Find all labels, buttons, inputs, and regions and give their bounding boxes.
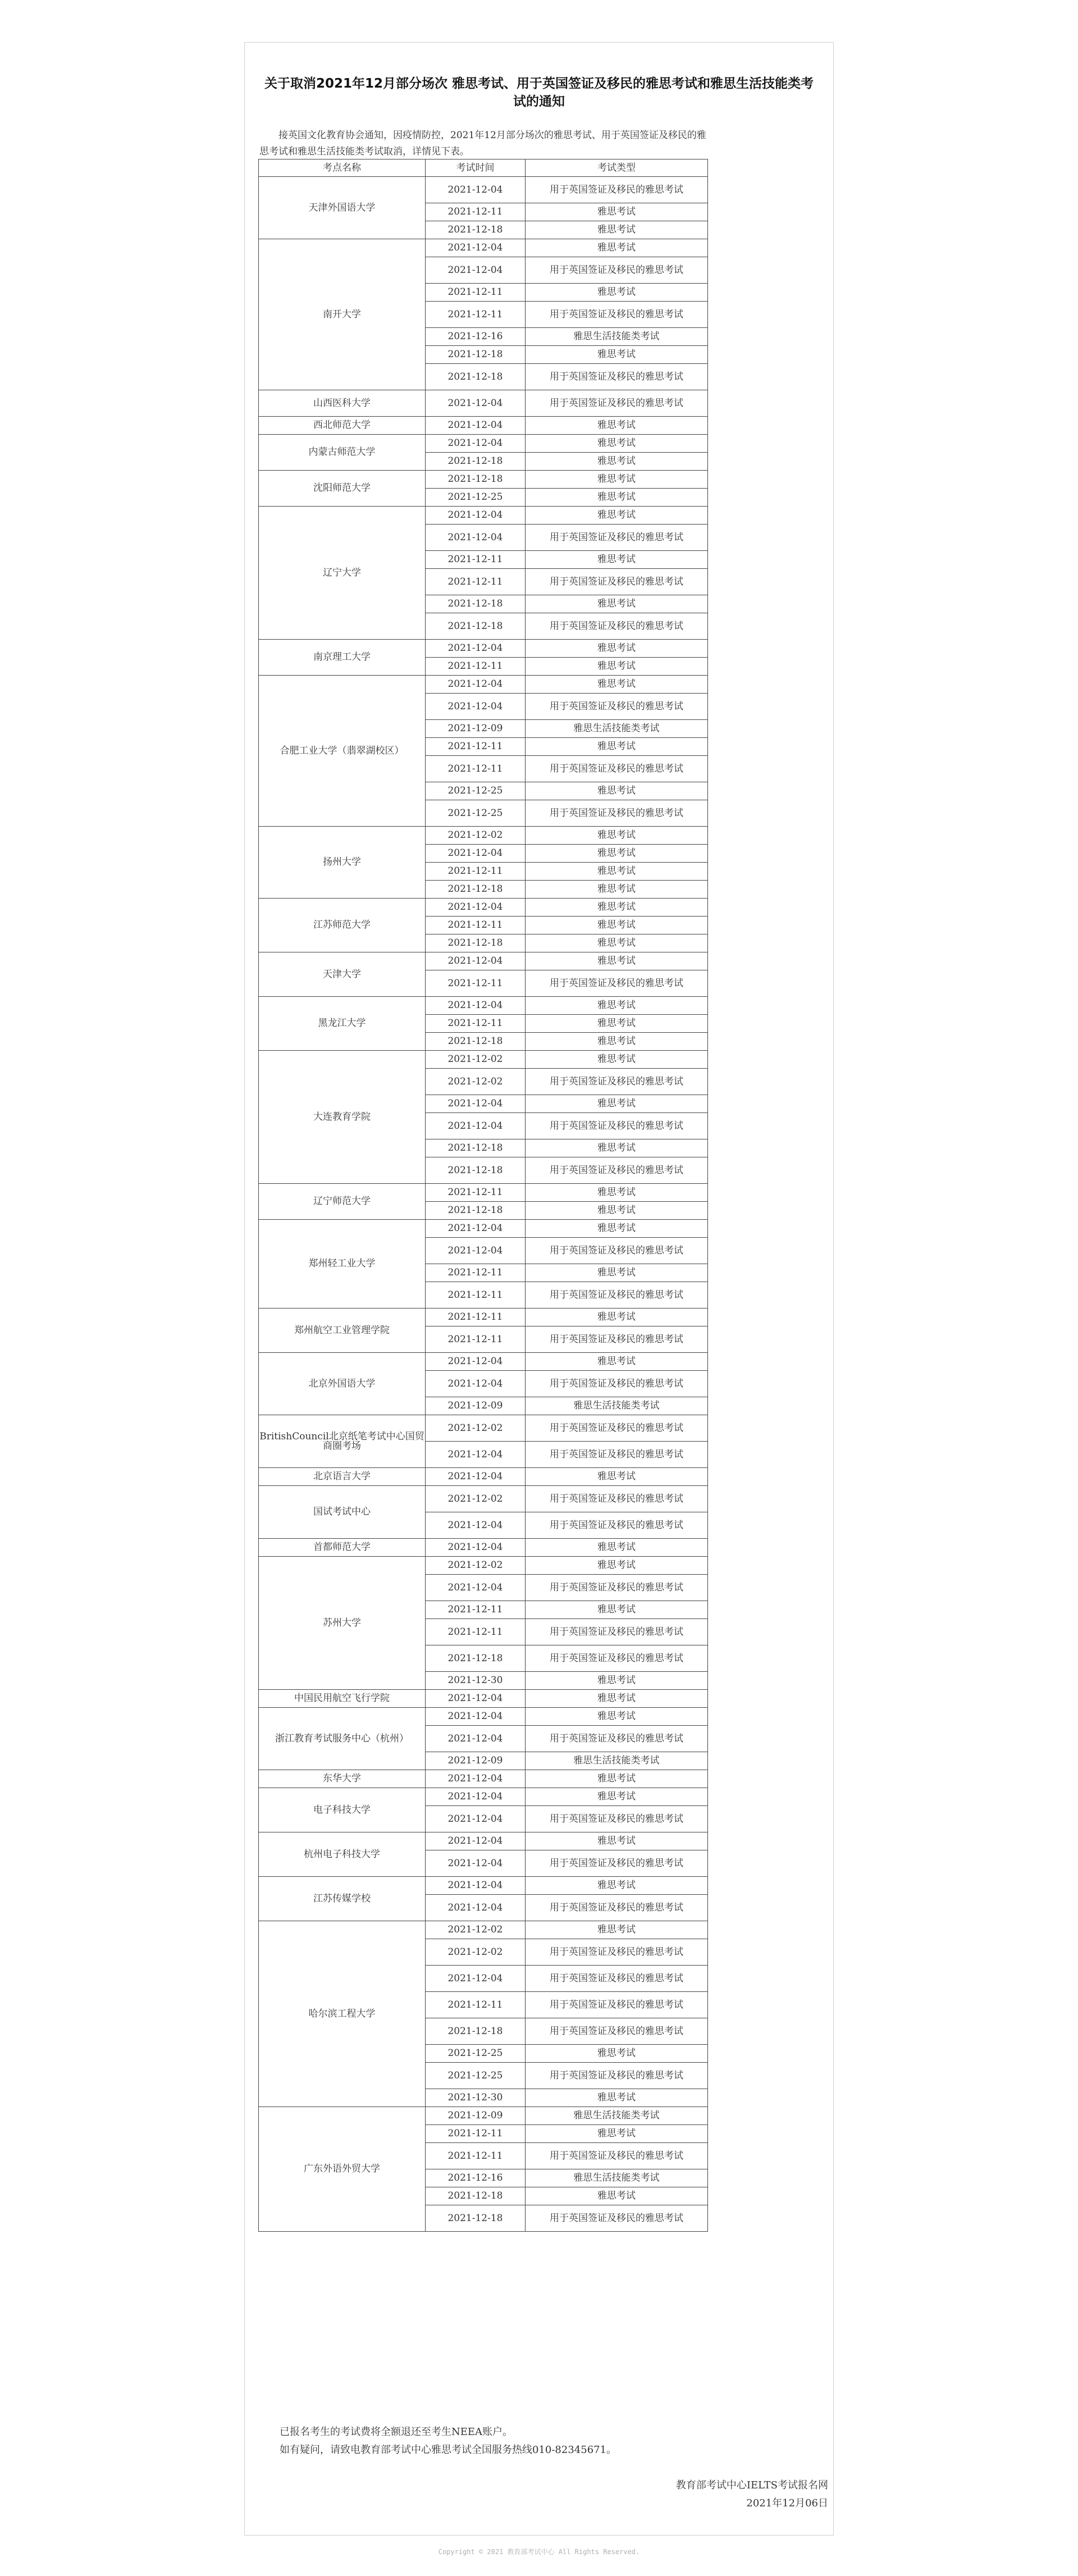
table-row <box>259 1708 708 1726</box>
exam-date: 2021-12-02 <box>426 1557 526 1575</box>
issuer: 教育部考试中心IELTS考试报名网 <box>675 2479 828 2491</box>
exam-type: 雅思考试 <box>526 2187 708 2205</box>
exam-type: 雅思考试 <box>526 346 708 364</box>
exam-type: 用于英国签证及移民的雅思考试 <box>526 302 708 328</box>
table-row <box>259 1539 708 1557</box>
exam-date: 2021-12-04 <box>426 1966 526 1992</box>
exam-date: 2021-12-11 <box>426 863 526 881</box>
exam-type: 雅思考试 <box>526 1202 708 1220</box>
exam-type: 雅思考试 <box>526 453 708 471</box>
exam-date: 2021-12-18 <box>426 2187 526 2205</box>
exam-date: 2021-12-18 <box>426 364 526 390</box>
exam-type: 雅思考试 <box>526 1539 708 1557</box>
exam-date: 2021-12-04 <box>426 435 526 453</box>
exam-date: 2021-12-04 <box>426 417 526 435</box>
exam-type: 雅思考试 <box>526 1557 708 1575</box>
exam-type: 用于英国签证及移民的雅思考试 <box>526 970 708 997</box>
table-header-row <box>259 159 708 177</box>
exam-type: 用于英国签证及移民的雅思考试 <box>526 1282 708 1308</box>
site-name: 哈尔滨工程大学 <box>259 1921 426 2107</box>
notice-title: 关于取消2021年12月部分场次 雅思考试、用于英国签证及移民的雅思考试和雅思生活技能类考试的通知 <box>264 76 814 110</box>
exam-type: 用于英国签证及移民的雅思考试 <box>526 1415 708 1442</box>
exam-date: 2021-12-04 <box>426 1726 526 1752</box>
exam-type: 雅思考试 <box>526 845 708 863</box>
exam-type: 雅思考试 <box>526 1708 708 1726</box>
exam-type: 用于英国签证及移民的雅思考试 <box>526 1992 708 2018</box>
site-name: 广东外语外贸大学 <box>259 2107 426 2232</box>
exam-date: 2021-12-04 <box>426 257 526 284</box>
exam-type: 用于英国签证及移民的雅思考试 <box>526 1619 708 1645</box>
table-row <box>259 1770 708 1788</box>
site-name: 北京语言大学 <box>259 1468 426 1486</box>
exam-type: 用于英国签证及移民的雅思考试 <box>526 1326 708 1353</box>
site-name: 合肥工业大学（翡翠湖校区） <box>259 676 426 827</box>
exam-date: 2021-12-18 <box>426 881 526 899</box>
exam-date: 2021-12-02 <box>426 1415 526 1442</box>
exam-type: 用于英国签证及移民的雅思考试 <box>526 2018 708 2045</box>
exam-type: 雅思考试 <box>526 1788 708 1806</box>
exam-date: 2021-12-11 <box>426 1308 526 1326</box>
exam-date: 2021-12-18 <box>426 1157 526 1184</box>
table-row <box>259 177 708 203</box>
exam-date: 2021-12-04 <box>426 899 526 917</box>
exam-date: 2021-12-04 <box>426 952 526 970</box>
exam-type: 用于英国签证及移民的雅思考试 <box>526 1966 708 1992</box>
exam-date: 2021-12-11 <box>426 1992 526 2018</box>
exam-date: 2021-12-04 <box>426 1788 526 1806</box>
exam-date: 2021-12-04 <box>426 676 526 694</box>
exam-date: 2021-12-04 <box>426 1220 526 1238</box>
exam-type: 用于英国签证及移民的雅思考试 <box>526 257 708 284</box>
exam-type: 用于英国签证及移民的雅思考试 <box>526 1806 708 1832</box>
exam-date: 2021-12-18 <box>426 595 526 613</box>
exam-date: 2021-12-11 <box>426 738 526 756</box>
exam-type: 雅思考试 <box>526 658 708 676</box>
exam-date: 2021-12-04 <box>426 1113 526 1139</box>
exam-type: 用于英国签证及移民的雅思考试 <box>526 2143 708 2169</box>
exam-date: 2021-12-04 <box>426 694 526 720</box>
site-name: 南京理工大学 <box>259 640 426 676</box>
exam-date: 2021-12-04 <box>426 1877 526 1895</box>
exam-date: 2021-12-11 <box>426 917 526 934</box>
exam-date: 2021-12-04 <box>426 1371 526 1397</box>
site-name: 天津大学 <box>259 952 426 997</box>
exam-type: 雅思考试 <box>526 507 708 525</box>
exam-type: 雅思考试 <box>526 203 708 221</box>
exam-type: 用于英国签证及移民的雅思考试 <box>526 1575 708 1601</box>
exam-type: 雅思考试 <box>526 934 708 952</box>
exam-date: 2021-12-25 <box>426 489 526 507</box>
table-row <box>259 435 708 453</box>
table-row <box>259 1921 708 1939</box>
exam-date: 2021-12-04 <box>426 1770 526 1788</box>
exam-type: 雅思考试 <box>526 2125 708 2143</box>
exam-type: 雅思考试 <box>526 1468 708 1486</box>
table-row <box>259 899 708 917</box>
exam-type: 用于英国签证及移民的雅思考试 <box>526 1486 708 1512</box>
table-row <box>259 1557 708 1575</box>
exam-type: 雅思生活技能类考试 <box>526 328 708 346</box>
exam-type: 雅思考试 <box>526 239 708 257</box>
exam-type: 雅思生活技能类考试 <box>526 720 708 738</box>
table-row <box>259 1486 708 1512</box>
exam-date: 2021-12-09 <box>426 2107 526 2125</box>
exam-type: 雅思考试 <box>526 952 708 970</box>
table-row <box>259 417 708 435</box>
exam-date: 2021-12-11 <box>426 302 526 328</box>
exam-date: 2021-12-18 <box>426 2205 526 2232</box>
site-name: 国试考试中心 <box>259 1486 426 1539</box>
table-row <box>259 1468 708 1486</box>
exam-type: 雅思考试 <box>526 997 708 1015</box>
exam-date: 2021-12-30 <box>426 2089 526 2107</box>
exam-type: 用于英国签证及移民的雅思考试 <box>526 1512 708 1539</box>
site-name: 首都师范大学 <box>259 1539 426 1557</box>
exam-date: 2021-12-02 <box>426 1051 526 1069</box>
exam-date: 2021-12-04 <box>426 390 526 417</box>
exam-date: 2021-12-11 <box>426 1619 526 1645</box>
exam-type: 雅思考试 <box>526 1921 708 1939</box>
table-row <box>259 997 708 1015</box>
exam-type: 雅思考试 <box>526 1308 708 1326</box>
exam-type: 用于英国签证及移民的雅思考试 <box>526 1069 708 1095</box>
exam-date: 2021-12-25 <box>426 2045 526 2063</box>
exam-type: 雅思考试 <box>526 1601 708 1619</box>
table-row <box>259 390 708 417</box>
exam-type: 雅思考试 <box>526 551 708 569</box>
table-row <box>259 239 708 257</box>
exam-date: 2021-12-04 <box>426 997 526 1015</box>
notes <box>280 2423 706 2459</box>
exam-date: 2021-12-16 <box>426 328 526 346</box>
exam-date: 2021-12-11 <box>426 2143 526 2169</box>
exam-date: 2021-12-11 <box>426 1282 526 1308</box>
exam-date: 2021-12-11 <box>426 203 526 221</box>
exam-date: 2021-12-02 <box>426 1921 526 1939</box>
exam-type: 雅思考试 <box>526 1015 708 1033</box>
table-row <box>259 1832 708 1850</box>
exam-type: 雅思考试 <box>526 738 708 756</box>
exam-date: 2021-12-04 <box>426 640 526 658</box>
exam-type: 用于英国签证及移民的雅思考试 <box>526 694 708 720</box>
exam-type: 雅思考试 <box>526 221 708 239</box>
exam-type: 雅思考试 <box>526 1672 708 1690</box>
exam-type: 用于英国签证及移民的雅思考试 <box>526 364 708 390</box>
exam-date: 2021-12-04 <box>426 1512 526 1539</box>
exam-date: 2021-12-04 <box>426 1442 526 1468</box>
exam-date: 2021-12-18 <box>426 2018 526 2045</box>
site-name: 南开大学 <box>259 239 426 390</box>
exam-date: 2021-12-16 <box>426 2169 526 2187</box>
table-row <box>259 827 708 845</box>
exam-type: 雅思生活技能类考试 <box>526 2107 708 2125</box>
site-name: BritishCouncil北京纸笔考试中心国贸商圈考场 <box>259 1415 426 1468</box>
exam-type: 雅思考试 <box>526 2089 708 2107</box>
site-name: 扬州大学 <box>259 827 426 899</box>
exam-date: 2021-12-09 <box>426 720 526 738</box>
exam-type: 用于英国签证及移民的雅思考试 <box>526 390 708 417</box>
site-name: 黑龙江大学 <box>259 997 426 1051</box>
site-name: 山西医科大学 <box>259 390 426 417</box>
exam-date: 2021-12-04 <box>426 507 526 525</box>
exam-type: 用于英国签证及移民的雅思考试 <box>526 1939 708 1966</box>
exam-type: 用于英国签证及移民的雅思考试 <box>526 613 708 640</box>
exam-date: 2021-12-18 <box>426 1202 526 1220</box>
exam-type: 雅思考试 <box>526 640 708 658</box>
exam-date: 2021-12-11 <box>426 2125 526 2143</box>
exam-date: 2021-12-09 <box>426 1752 526 1770</box>
site-name: 内蒙古师范大学 <box>259 435 426 471</box>
copyright-footer: Copyright © 2021 教育部考试中心 All Rights Reserved. <box>438 2548 640 2556</box>
exam-date: 2021-12-11 <box>426 551 526 569</box>
exam-date: 2021-12-18 <box>426 934 526 952</box>
exam-type: 用于英国签证及移民的雅思考试 <box>526 1850 708 1877</box>
table-row <box>259 2107 708 2125</box>
exam-type: 雅思考试 <box>526 595 708 613</box>
exam-type: 雅思生活技能类考试 <box>526 1752 708 1770</box>
table-row <box>259 676 708 694</box>
exam-date: 2021-12-11 <box>426 569 526 595</box>
exam-type: 雅思考试 <box>526 1139 708 1157</box>
exam-type: 雅思考试 <box>526 899 708 917</box>
exam-type: 用于英国签证及移民的雅思考试 <box>526 2205 708 2232</box>
exam-date: 2021-12-18 <box>426 613 526 640</box>
issue-date: 2021年12月06日 <box>746 2497 828 2509</box>
exam-date: 2021-12-04 <box>426 177 526 203</box>
exam-type: 雅思考试 <box>526 827 708 845</box>
table-row <box>259 1877 708 1895</box>
table-row <box>259 1220 708 1238</box>
site-name: 浙江教育考试服务中心（杭州） <box>259 1708 426 1770</box>
exam-date: 2021-12-04 <box>426 1095 526 1113</box>
site-name: 辽宁大学 <box>259 507 426 640</box>
header-date: 考试时间 <box>426 159 526 177</box>
exam-type: 用于英国签证及移民的雅思考试 <box>526 1442 708 1468</box>
exam-date: 2021-12-18 <box>426 1645 526 1672</box>
exam-type: 用于英国签证及移民的雅思考试 <box>526 1113 708 1139</box>
exam-type: 雅思考试 <box>526 1690 708 1708</box>
exam-date: 2021-12-18 <box>426 453 526 471</box>
notice-intro: 接英国文化教育协会通知，因疫情防控，2021年12月部分场次的雅思考试、用于英国签证及移民的雅思考试和雅思生活技能类考试取消，详情见下表。 <box>259 130 706 157</box>
exam-date: 2021-12-11 <box>426 1601 526 1619</box>
refund-note: 已报名考生的考试费将全额退还至考生NEEA账户。 <box>280 2426 513 2438</box>
table-row <box>259 471 708 489</box>
exam-type: 雅思考试 <box>526 863 708 881</box>
site-name: 东华大学 <box>259 1770 426 1788</box>
site-name: 沈阳师范大学 <box>259 471 426 507</box>
exam-type: 用于英国签证及移民的雅思考试 <box>526 177 708 203</box>
site-name: 辽宁师范大学 <box>259 1184 426 1220</box>
exam-date: 2021-12-04 <box>426 525 526 551</box>
exam-date: 2021-12-02 <box>426 1069 526 1095</box>
exam-type: 雅思考试 <box>526 1184 708 1202</box>
exam-date: 2021-12-11 <box>426 284 526 302</box>
site-name: 苏州大学 <box>259 1557 426 1690</box>
table-row <box>259 1690 708 1708</box>
cancellation-table <box>258 159 708 2232</box>
exam-date: 2021-12-04 <box>426 1238 526 1264</box>
exam-date: 2021-12-04 <box>426 1690 526 1708</box>
contact-note: 如有疑问，请致电教育部考试中心雅思考试全国服务热线010-82345671。 <box>280 2444 617 2456</box>
site-name: 北京外国语大学 <box>259 1353 426 1415</box>
exam-type: 雅思考试 <box>526 417 708 435</box>
exam-date: 2021-12-30 <box>426 1672 526 1690</box>
exam-type: 雅思考试 <box>526 782 708 800</box>
exam-type: 用于英国签证及移民的雅思考试 <box>526 756 708 782</box>
exam-type: 雅思考试 <box>526 471 708 489</box>
site-name: 郑州轻工业大学 <box>259 1220 426 1308</box>
exam-type: 雅思考试 <box>526 284 708 302</box>
exam-date: 2021-12-25 <box>426 782 526 800</box>
header-type: 考试类型 <box>526 159 708 177</box>
exam-type: 用于英国签证及移民的雅思考试 <box>526 569 708 595</box>
site-name: 中国民用航空飞行学院 <box>259 1690 426 1708</box>
exam-date: 2021-12-25 <box>426 800 526 827</box>
exam-date: 2021-12-04 <box>426 1468 526 1486</box>
site-name: 江苏师范大学 <box>259 899 426 952</box>
exam-date: 2021-12-02 <box>426 1939 526 1966</box>
exam-type: 雅思考试 <box>526 881 708 899</box>
exam-type: 用于英国签证及移民的雅思考试 <box>526 800 708 827</box>
exam-date: 2021-12-09 <box>426 1397 526 1415</box>
signature <box>561 2477 828 2513</box>
exam-date: 2021-12-02 <box>426 1486 526 1512</box>
exam-date: 2021-12-11 <box>426 658 526 676</box>
exam-type: 雅思考试 <box>526 1264 708 1282</box>
exam-type: 用于英国签证及移民的雅思考试 <box>526 1157 708 1184</box>
site-name: 大连教育学院 <box>259 1051 426 1184</box>
table-row <box>259 1051 708 1069</box>
exam-type: 雅思考试 <box>526 1770 708 1788</box>
site-name: 郑州航空工业管理学院 <box>259 1308 426 1353</box>
exam-type: 雅思考试 <box>526 1033 708 1051</box>
exam-date: 2021-12-11 <box>426 1326 526 1353</box>
exam-type: 雅思考试 <box>526 1832 708 1850</box>
exam-type: 雅思生活技能类考试 <box>526 2169 708 2187</box>
header-site: 考点名称 <box>259 159 426 177</box>
exam-date: 2021-12-18 <box>426 471 526 489</box>
exam-date: 2021-12-11 <box>426 1264 526 1282</box>
site-name: 西北师范大学 <box>259 417 426 435</box>
exam-date: 2021-12-18 <box>426 1139 526 1157</box>
table-row <box>259 507 708 525</box>
site-name: 天津外国语大学 <box>259 177 426 239</box>
exam-date: 2021-12-04 <box>426 1708 526 1726</box>
table-row <box>259 1788 708 1806</box>
exam-type: 雅思考试 <box>526 676 708 694</box>
exam-date: 2021-12-11 <box>426 756 526 782</box>
exam-date: 2021-12-18 <box>426 346 526 364</box>
exam-type: 雅思考试 <box>526 1877 708 1895</box>
exam-date: 2021-12-04 <box>426 1895 526 1921</box>
exam-type: 雅思考试 <box>526 489 708 507</box>
site-name: 江苏传媒学校 <box>259 1877 426 1921</box>
table-row <box>259 1415 708 1442</box>
table-row <box>259 1353 708 1371</box>
exam-date: 2021-12-04 <box>426 1850 526 1877</box>
table-row <box>259 952 708 970</box>
exam-type: 雅思考试 <box>526 1095 708 1113</box>
exam-date: 2021-12-25 <box>426 2063 526 2089</box>
exam-date: 2021-12-18 <box>426 1033 526 1051</box>
table-row <box>259 1184 708 1202</box>
exam-date: 2021-12-11 <box>426 1015 526 1033</box>
exam-type: 用于英国签证及移民的雅思考试 <box>526 1238 708 1264</box>
exam-date: 2021-12-04 <box>426 239 526 257</box>
exam-type: 雅思考试 <box>526 2045 708 2063</box>
exam-type: 雅思考试 <box>526 435 708 453</box>
exam-date: 2021-12-11 <box>426 1184 526 1202</box>
table-row <box>259 1308 708 1326</box>
exam-date: 2021-12-04 <box>426 1575 526 1601</box>
table-row <box>259 640 708 658</box>
exam-date: 2021-12-02 <box>426 827 526 845</box>
exam-type: 雅思考试 <box>526 1051 708 1069</box>
exam-type: 用于英国签证及移民的雅思考试 <box>526 1726 708 1752</box>
exam-type: 雅思考试 <box>526 1220 708 1238</box>
exam-type: 用于英国签证及移民的雅思考试 <box>526 1645 708 1672</box>
exam-type: 用于英国签证及移民的雅思考试 <box>526 1371 708 1397</box>
table-body <box>259 177 708 2232</box>
site-name: 电子科技大学 <box>259 1788 426 1832</box>
exam-type: 雅思生活技能类考试 <box>526 1397 708 1415</box>
exam-date: 2021-12-04 <box>426 1539 526 1557</box>
exam-date: 2021-12-04 <box>426 1806 526 1832</box>
exam-date: 2021-12-04 <box>426 1832 526 1850</box>
exam-type: 雅思考试 <box>526 917 708 934</box>
exam-date: 2021-12-18 <box>426 221 526 239</box>
exam-date: 2021-12-11 <box>426 970 526 997</box>
exam-type: 用于英国签证及移民的雅思考试 <box>526 1895 708 1921</box>
exam-type: 用于英国签证及移民的雅思考试 <box>526 2063 708 2089</box>
exam-date: 2021-12-04 <box>426 845 526 863</box>
exam-type: 用于英国签证及移民的雅思考试 <box>526 525 708 551</box>
exam-date: 2021-12-04 <box>426 1353 526 1371</box>
site-name: 杭州电子科技大学 <box>259 1832 426 1877</box>
exam-type: 雅思考试 <box>526 1353 708 1371</box>
